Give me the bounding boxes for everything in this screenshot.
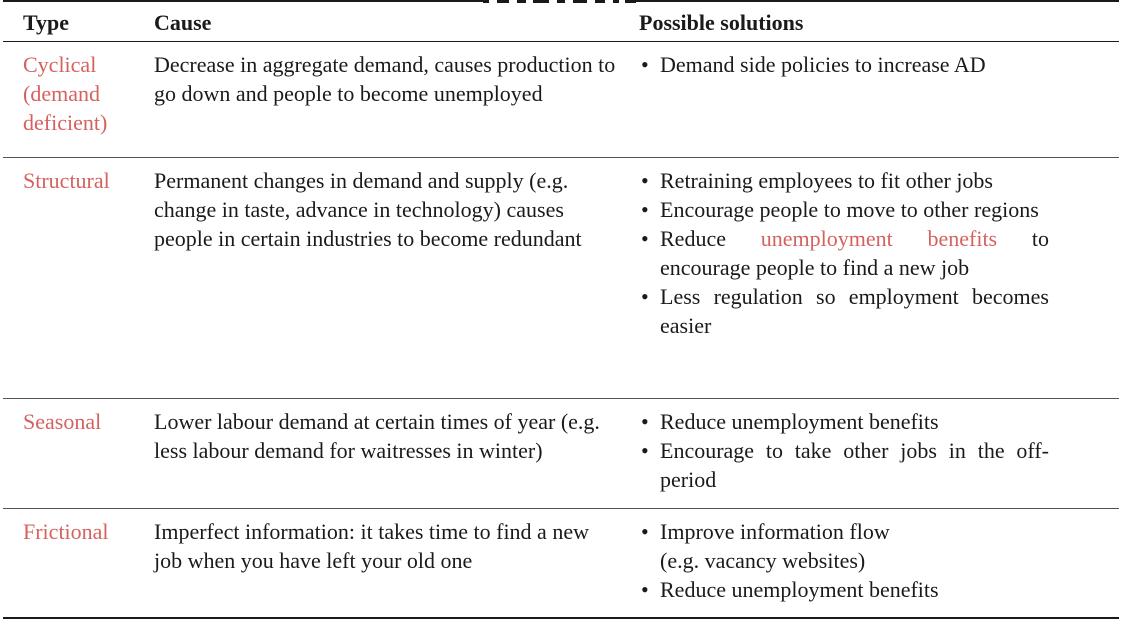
bullet-icon: •: [641, 226, 649, 251]
solutions-cell: [631, 42, 1119, 158]
bullet-icon: •: [641, 438, 649, 463]
top-rule: [0, 0, 1126, 3]
header-cause: Cause: [144, 4, 631, 42]
solution-item: • Retraining employees to fit other jobs: [641, 168, 993, 193]
top-rule-right: [636, 0, 1119, 2]
type-cell: Frictional: [3, 509, 144, 619]
solution-item: • Encourage people to move to other regions: [641, 197, 1039, 222]
table-row: [3, 42, 1119, 158]
cause-cell: Decrease in aggregate demand, causes production to go down and people to become unemployed: [144, 42, 631, 158]
bullet-icon: •: [641, 197, 649, 222]
bullet-icon: •: [641, 409, 649, 434]
solution-item: • Reduce unemployment benefits to encourage people to find a new job: [641, 226, 1050, 280]
table-row: [3, 399, 1119, 509]
solution-item: • Improve information flow (e.g. vacancy websites): [639, 517, 1049, 575]
table-row: [3, 509, 1119, 619]
solution-example: (e.g. vacancy websites): [660, 548, 866, 573]
solution-item: • Demand side policies to increase AD: [641, 52, 986, 77]
type-cell: Structural: [3, 158, 144, 399]
cause-cell: Lower labour demand at certain times of year (e.g. less labour demand for waitresses in winter): [144, 399, 631, 509]
unemployment-types-table: [3, 4, 1119, 619]
solution-item: • Encourage to take other jobs in the off-period: [641, 438, 1049, 492]
table-row: [3, 158, 1119, 399]
bullet-icon: •: [641, 284, 649, 309]
type-cell: Cyclical (demand deficient): [3, 42, 144, 158]
bullet-icon: •: [641, 519, 649, 544]
solutions-cell: [631, 399, 1119, 509]
solutions-cell: [631, 158, 1119, 399]
solution-item: • Less regulation so employment becomes easier: [641, 284, 1049, 338]
bullet-icon: •: [641, 577, 649, 602]
bullet-icon: •: [641, 168, 649, 193]
solution-item: • Reduce unemployment benefits: [641, 409, 939, 434]
top-rule-left: [3, 0, 483, 2]
bullet-icon: •: [641, 52, 649, 77]
header-row: [3, 4, 1119, 42]
cause-cell: Permanent changes in demand and supply (e.g. change in taste, advance in technology) causes people in certain industries to become redundant: [144, 158, 631, 399]
header-type: Type: [3, 4, 144, 42]
highlighted-term: unemployment benefits: [760, 226, 998, 251]
solution-item: • Reduce unemployment benefits: [641, 577, 939, 602]
header-solutions: Possible solutions: [631, 4, 1119, 42]
solutions-cell: [631, 509, 1119, 619]
cause-cell: Imperfect information: it takes time to find a new job when you have left your old one: [144, 509, 631, 619]
type-cell: Seasonal: [3, 399, 144, 509]
cropped-caption-fragment: [483, 0, 636, 3]
